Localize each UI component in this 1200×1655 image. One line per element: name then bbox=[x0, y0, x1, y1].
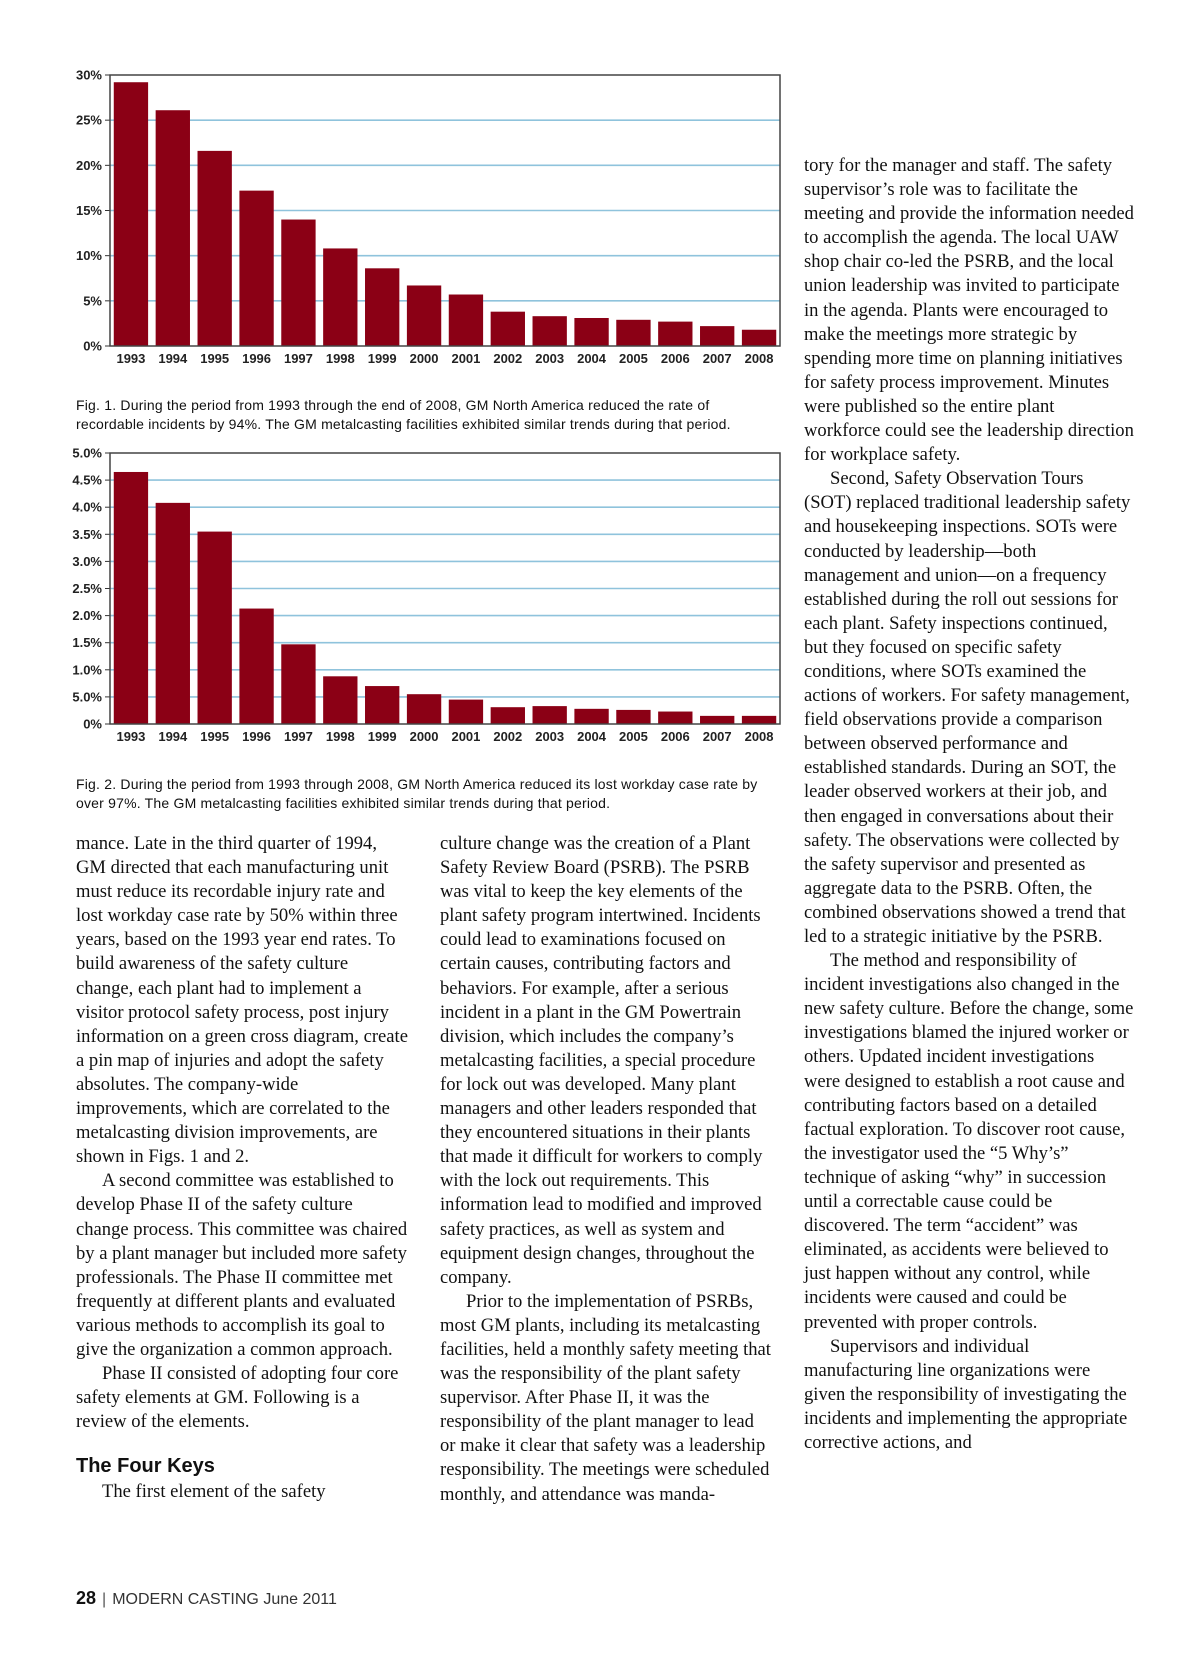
x-tick-label: 1995 bbox=[200, 351, 230, 366]
x-tick-label: 1998 bbox=[325, 729, 355, 744]
x-tick-label: 2002 bbox=[493, 351, 523, 366]
y-tick-label: 1.0% bbox=[72, 662, 102, 678]
bar bbox=[574, 709, 608, 724]
bar bbox=[491, 312, 525, 346]
x-tick-label: 2001 bbox=[451, 729, 481, 744]
figure-1-caption: Fig. 1. During the period from 1993 through the end of 2008, GM North America reduced the rate of recordable incidents by 94%. The GM metalcasting facilities exhibited similar trends during that period. bbox=[76, 397, 731, 432]
x-tick-label: 1996 bbox=[242, 729, 272, 744]
y-tick-label: 2.0% bbox=[72, 608, 102, 624]
x-tick-label: 2005 bbox=[618, 729, 648, 744]
y-tick-label: 5.0% bbox=[72, 445, 102, 461]
x-tick-label: 1999 bbox=[367, 729, 397, 744]
bar bbox=[700, 716, 734, 724]
paragraph: tory for the manager and staff. The safety supervisor’s role was to facilitate the meeting and provide the information needed to accomplish the agenda. The local UAW shop chair co-led the PSRB, and the local union leadership was invited to participate in the agenda. Plants were encouraged to make the meetings more strategic by spending more time on planning initiatives for safety process improvement. Minutes were published so the entire plant workforce could see the leadership direction for workplace safety. bbox=[804, 155, 1134, 466]
x-tick-label: 1993 bbox=[116, 351, 146, 366]
x-tick-label: 1993 bbox=[116, 729, 146, 744]
bar bbox=[114, 472, 148, 724]
paragraph: mance. Late in the third quarter of 1994, GM directed that each manufacturing unit must reduce its recordable injury rate and lost workday case rate by 50% within three years, based on the 1993 year end rates. To build awareness of the safety culture change, each plant had to implement a visitor protocol safety process, post injury information on a green cross diagram, create a pin map of injuries and adopt the safety absolutes. The company-wide improvements, which are correlated to the metalcasting division improvements, are shown in Figs. 1 and 2. bbox=[76, 833, 408, 1168]
x-tick-label: 1994 bbox=[158, 351, 188, 366]
bar bbox=[239, 191, 273, 346]
figure-2-bar-chart bbox=[60, 445, 780, 778]
bar bbox=[574, 318, 608, 346]
bar bbox=[281, 220, 315, 346]
paragraph: Phase II consisted of adopting four core safety elements at GM. Following is a review of the elements. bbox=[76, 1363, 399, 1433]
y-tick-label: 20% bbox=[75, 157, 102, 173]
article-column-middle bbox=[440, 832, 772, 1507]
bar bbox=[616, 320, 650, 346]
bar bbox=[742, 716, 776, 724]
bar bbox=[198, 151, 232, 346]
bar bbox=[156, 503, 190, 724]
y-tick-label: 3.0% bbox=[72, 553, 102, 569]
x-tick-label: 2001 bbox=[451, 351, 481, 366]
bar bbox=[407, 285, 441, 346]
y-tick-label: 2.5% bbox=[72, 581, 102, 596]
y-tick-label: 5.0% bbox=[72, 689, 102, 705]
x-tick-label: 1997 bbox=[283, 351, 313, 366]
x-tick-label: 1997 bbox=[283, 729, 313, 744]
paragraph: Supervisors and individual manufacturing line organizations were given the responsibility of investigating the incidents and implementing the appropriate corrective actions, and bbox=[804, 1335, 1128, 1453]
x-tick-label: 2003 bbox=[535, 351, 565, 366]
bar bbox=[365, 686, 399, 724]
article-column-right bbox=[804, 154, 1134, 1455]
bar bbox=[616, 710, 650, 724]
article-column-left bbox=[76, 832, 408, 1505]
paragraph: The method and responsibility of incident investigations also changed in the new safety culture. Before the change, some investigations blamed the injured worker or others. Updated incident investigations were designed to establish a root cause and contributing factors based on a detailed factual exploration. To discover root cause, the investigator used the “5 Why’s” technique of asking “why” in succession until a correctable cause could be discovered. The term “accident” was eliminated, as accidents were believed to just happen without any control, while incidents were caused and could be prevented with proper controls. bbox=[804, 950, 1134, 1333]
paragraph: culture change was the creation of a Plant Safety Review Board (PSRB). The PSRB was vital to keep the key elements of the plant safety program intertwined. Incidents could lead to examinations focused on certain causes, contributing factors and behaviors. For example, after a serious incident in a plant in the GM Powertrain division, which includes the company’s metalcasting facilities, a special procedure for lock out was developed. Many plant managers and other leaders responded that they encountered situations in their plants that made it difficult for workers to comply with the lock out requirements. This information lead to modified and improved safety practices, as well as system and equipment design changes, throughout the company. bbox=[440, 833, 763, 1288]
issue-date: June 2011 bbox=[263, 1591, 337, 1608]
bar bbox=[449, 295, 483, 346]
x-tick-label: 2007 bbox=[702, 351, 732, 366]
paragraph: A second committee was established to develop Phase II of the safety culture change process. This committee was chaired by a plant manager but included more safety professionals. The Phase II committee met frequently at different plants and evaluated various methods to accomplish its goal to give the organization a common approach. bbox=[76, 1170, 408, 1360]
bar bbox=[407, 694, 441, 724]
x-tick-label: 2007 bbox=[702, 729, 732, 744]
bar bbox=[365, 268, 399, 346]
x-tick-label: 2003 bbox=[535, 729, 565, 744]
y-tick-label: 4.5% bbox=[72, 472, 102, 488]
bar bbox=[156, 110, 190, 346]
bar bbox=[658, 322, 692, 346]
bar bbox=[239, 609, 273, 724]
x-tick-label: 1994 bbox=[158, 729, 188, 744]
x-tick-label: 1998 bbox=[325, 351, 355, 366]
paragraph: Prior to the implementation of PSRBs, most GM plants, including its metalcasting facilities, held a monthly safety meeting that was the responsibility of the plant safety supervisor. After Phase II, it was the responsibility of the plant manager to lead or make it clear that safety was a leadership responsibility. The meetings were scheduled monthly, and attendance was manda- bbox=[440, 1290, 771, 1505]
bar bbox=[114, 82, 148, 346]
x-tick-label: 2000 bbox=[409, 351, 439, 366]
paragraph: Second, Safety Observation Tours (SOT) replaced traditional leadership safety and housekeeping inspections. SOTs were conducted by leadership—both management and union—on a frequency established during the roll out sessions for each plant. Safety inspections continued, but they focused on specific safety conditions, where SOTs examined the actions of workers. For safety management, field observations provide a comparison between observed performance and established standards. During an SOT, the leader observed workers at their job, and then engaged in conversations about their safety. The observations were collected by the safety supervisor and presented as aggregate data to the PSRB. Often, the combined observations showed a trend that led to a strategic initiative by the PSRB. bbox=[804, 468, 1131, 947]
bar bbox=[533, 706, 567, 724]
bar bbox=[449, 700, 483, 724]
x-tick-label: 2005 bbox=[618, 351, 648, 366]
figure-1-bar-chart bbox=[60, 67, 780, 400]
publication-name: MODERN CASTING bbox=[112, 1591, 259, 1608]
x-tick-label: 2002 bbox=[493, 729, 523, 744]
x-tick-label: 2000 bbox=[409, 729, 439, 744]
y-tick-label: 25% bbox=[75, 112, 102, 128]
bar bbox=[323, 676, 357, 724]
footer-separator: | bbox=[102, 1591, 107, 1608]
paragraph: The first element of the safety bbox=[102, 1481, 326, 1503]
bar bbox=[491, 707, 525, 724]
y-tick-label: 3.5% bbox=[72, 526, 102, 542]
bar bbox=[323, 248, 357, 346]
y-tick-label: 15% bbox=[75, 203, 102, 218]
x-tick-label: 2006 bbox=[660, 351, 690, 366]
y-tick-label: 0% bbox=[83, 716, 102, 732]
x-tick-label: 1995 bbox=[200, 729, 230, 744]
y-tick-label: 10% bbox=[75, 248, 102, 264]
x-tick-label: 1996 bbox=[242, 351, 272, 366]
page-number: 28 bbox=[76, 1588, 97, 1608]
figure-2-caption: Fig. 2. During the period from 1993 through 2008, GM North America reduced its lost workday case rate by over 97%. The GM metalcasting facilities exhibited similar trends during that period. bbox=[76, 776, 758, 811]
bar bbox=[533, 316, 567, 346]
y-tick-label: 5% bbox=[83, 293, 102, 309]
y-tick-label: 4.0% bbox=[72, 499, 102, 515]
section-heading: The Four Keys bbox=[76, 1455, 215, 1478]
page-footer bbox=[76, 1588, 337, 1609]
x-tick-label: 2008 bbox=[744, 351, 774, 366]
x-tick-label: 2006 bbox=[660, 729, 690, 744]
y-tick-label: 30% bbox=[75, 67, 102, 83]
x-tick-label: 2004 bbox=[577, 351, 607, 366]
bar bbox=[281, 644, 315, 724]
x-tick-label: 2004 bbox=[577, 729, 607, 744]
bar bbox=[198, 532, 232, 724]
y-tick-label: 1.5% bbox=[72, 635, 102, 651]
x-tick-label: 1999 bbox=[367, 351, 397, 366]
bar bbox=[742, 330, 776, 346]
bar bbox=[658, 712, 692, 724]
x-tick-label: 2008 bbox=[744, 729, 774, 744]
bar bbox=[700, 326, 734, 346]
y-tick-label: 0% bbox=[83, 338, 102, 354]
